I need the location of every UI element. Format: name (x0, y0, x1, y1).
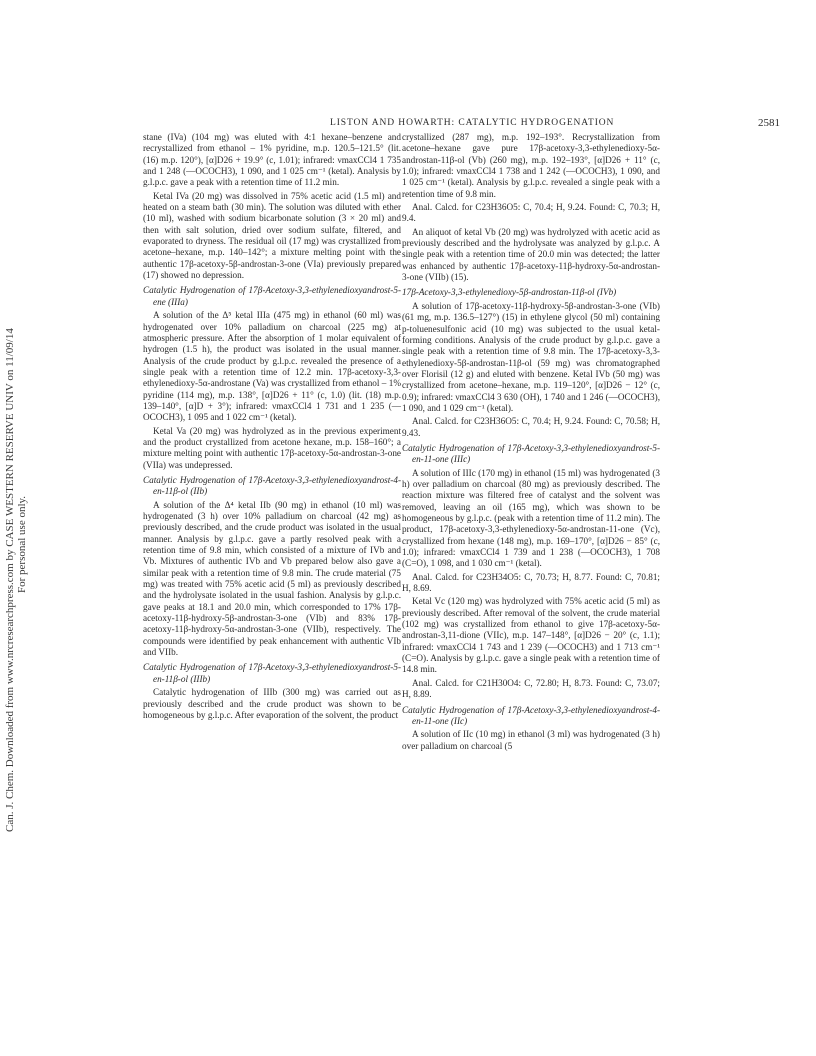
body-paragraph: A solution of IIIc (170 mg) in ethanol (15 ml) was hydrogenated (3 h) over palladium on charcoal (80 mg) as previously described. The reaction mixture was filtered free of catalyst and the solvent was removed, leaving an oil (165 mg), which was shown to be homogeneous by g.l.p.c. (peak with a retention time of 11.2 min). The product, 17β-acetoxy-3,3-ethylenedioxy-5α-androstan-11-one (Vc), crystallized from hexane (148 mg), m.p. 169–170°, [α]D26 − 85° (c, 1.0); infrared: νmaxCCl4 1 739 and 1 238 (—OCOCH3), 1 708 (C=O), 1 098, and 1 030 cm⁻¹ (ketal). (402, 467, 660, 569)
body-paragraph: Ketal Va (20 mg) was hydrolyzed as in the previous experiment and the product crystallized from acetone hexane, m.p. 158–160°; a mixture melting point with authentic 17β-acetoxy-5α-androstan-3-one (VIIa) was undepressed. (143, 425, 401, 470)
body-paragraph: Anal. Calcd. for C21H30O4: C, 72.80; H, 8.73. Found: C, 73.07; H, 8.89. (402, 677, 660, 700)
body-paragraph: An aliquot of ketal Vb (20 mg) was hydrolyzed with acetic acid as previously described and the hydrolysate was analyzed by g.l.p.c. A single peak with a retention time of 20.0 min was detected; the latter was enhanced by authentic 17β-acetoxy-11β-hydroxy-5α-androstan-3-one (VIIb) (15). (402, 226, 660, 283)
section-heading: Catalytic Hydrogenation of 17β-Acetoxy-3,3-ethylenedioxyandrost-5-ene (IIIa) (143, 285, 401, 307)
download-notice: Can. J. Chem. Downloaded from www.nrcresearchpress.com by CASE WESTERN RESERVE UNIV on 11/09/14 (4, 328, 16, 832)
section-heading: Catalytic Hydrogenation of 17β-Acetoxy-3,3-ethylenedioxyandrost-4-en-11β-ol (IIb) (143, 474, 401, 497)
continued-paragraph: crystallized (287 mg), m.p. 192–193°. Recrystallization from acetone–hexane gave pure 17β-acetoxy-3,3-ethylenedioxy-5α-androstan-11β-ol (Vb) (260 mg), m.p. 192–193°, [α]D26 + 11° (c, 1.0); infrared: νmaxCCl4 1 738 and 1 242 (—OCOCH3), 1 090, and 1 025 cm⁻¹ (ketal). Analysis by g.l.p.c. revealed a single peak with a retention time of 9.8 min. (402, 132, 660, 199)
continued-paragraph: stane (IVa) (104 mg) was eluted with 4:1 hexane–benzene and recrystallized from ethanol – 1% pyridine, m.p. 120.5–121.5° (lit. (16) m.p. 120°), [α]D26 + 19.9° (c, 1.01); infrared: νmaxCCl4 1 735 and 1 248 (—OCOCH3), 1 090, and 1 025 cm⁻¹ (ketal). Analysis by g.l.p.c. gave a peak with a retention time of 11.2 min. (143, 132, 401, 188)
running-title: LISTON AND HOWARTH: CATALYTIC HYDROGENATION (330, 118, 615, 128)
page-number: 2581 (758, 117, 780, 129)
personal-use-notice: For personal use only. (16, 495, 28, 593)
left-column (143, 132, 401, 721)
right-column (402, 132, 660, 752)
body-paragraph: Anal. Calcd. for C23H36O5: C, 70.4; H, 9.24. Found: C, 70.3; H, 9.4. (402, 202, 660, 224)
section-heading: Catalytic Hydrogenation of 17β-Acetoxy-3,3-ethylenedioxyandrost-5-en-11-one (IIIc) (402, 442, 660, 465)
body-paragraph: Catalytic hydrogenation of IIIb (300 mg) was carried out as previously described and the crude product was shown to be homogeneous by g.l.p.c. After evaporation of the solvent, the product (143, 687, 401, 720)
body-paragraph: A solution of the Δ⁵ ketal IIIa (475 mg) in ethanol (60 ml) was hydrogenated over 10% palladium on charcoal (225 mg) at atmospheric pressure. After the absorption of 1 molar equivalent of hydrogen (1.5 h), the product was isolated in the usual manner. Analysis of the crude product by g.l.p.c. revealed the presence of a single peak with a retention time of 12.2 min. 17β-acetoxy-3,3-ethylenedioxy-5α-androstane (Va) was crystallized from ethanol – 1% pyridine (114 mg), m.p. 138°, [α]D26 + 11° (c, 1.0) (lit. (18) m.p. 139–140°, [α]D + 3°); infrared: νmaxCCl4 1 731 and 1 235 (—OCOCH3), 1 095 and 1 022 cm⁻¹ (ketal). (143, 310, 401, 423)
body-paragraph: A solution of IIc (10 mg) in ethanol (3 ml) was hydrogenated (3 h) over palladium on charcoal (5 (402, 729, 660, 751)
body-paragraph: Ketal Vc (120 mg) was hydrolyzed with 75% acetic acid (5 ml) as previously described. After removal of the solvent, the crude material (102 mg) was crystallized from ethanol to give 17β-acetoxy-5α-androstan-3,11-dione (VIIc), m.p. 147–148°, [α]D26 − 20° (c, 1.1); infrared: νmaxCCl4 1 743 and 1 239 (—OCOCH3) and 1 713 cm⁻¹ (C=O). Analysis by g.l.p.c. gave a single peak with a retention time of 14.8 min. (402, 596, 660, 675)
body-paragraph: Anal. Calcd. for C23H34O5: C, 70.73; H, 8.77. Found: C, 70.81; H, 8.69. (402, 571, 660, 594)
section-heading: Catalytic Hydrogenation of 17β-Acetoxy-3,3-ethylenedioxyandrost-4-en-11-one (IIc) (402, 704, 660, 726)
section-heading: Catalytic Hydrogenation of 17β-Acetoxy-3,3-ethylenedioxyandrost-5-en-11β-ol (IIIb) (143, 662, 401, 684)
section-heading: 17β-Acetoxy-3,3-ethylenedioxy-5β-androstan-11β-ol (IVb) (402, 287, 617, 298)
body-paragraph: Ketal IVa (20 mg) was dissolved in 75% acetic acid (1.5 ml) and heated on a steam bath (30 min). The solution was diluted with ether (10 ml), washed with sodium bicarbonate solution (3 × 20 ml) and then with salt solution, dried over sodium sulfate, filtered, and evaporated to dryness. The residual oil (17 mg) was crystallized from acetone–hexane, m.p. 140–142°; a mixture melting point with the authentic 17β-acetoxy-5β-androstan-3-one (VIa) previously prepared (17) showed no depression. (143, 190, 401, 281)
body-paragraph: A solution of 17β-acetoxy-11β-hydroxy-5β-androstan-3-one (VIb) (61 mg, m.p. 136.5–127°) (15) in ethylene glycol (50 ml) containing p-toluenesulfonic acid (10 mg) was subjected to the usual ketal-forming conditions. Analysis of the crude product by g.l.p.c. gave a single peak with a retention time of 9.8 min. The 17β-acetoxy-3,3-ethylenedioxy-5β-androstan-11β-ol (59 mg) was chromatographed over Florisil (12 g) and eluted with benzene. Ketal IVb (50 mg) was crystallized from acetone–hexane, m.p. 119–120°, [α]D26 − 12° (c, 0.9); infrared: νmaxCCl4 3 630 (OH), 1 740 and 1 246 (—OCOCH3), 1 090, and 1 029 cm⁻¹ (ketal). (402, 300, 660, 413)
body-paragraph: A solution of the Δ⁴ ketal IIb (90 mg) in ethanol (10 ml) was hydrogenated (3 h) over 10% palladium on charcoal (42 mg) as previously described, and the crude product was isolated in the usual manner. Analysis by g.l.p.c. gave a partly resolved peak with a retention time of 9.8 min, which consisted of a mixture of IVb and Vb. Mixtures of authentic IVb and Vb prepared below also gave a similar peak with a retention time of 9.8 min. The crude material (75 mg) was treated with 75% acetic acid (5 ml) as previously described and the hydrolysate isolated in the usual fashion. Analysis by g.l.p.c. gave peaks at 18.1 and 20.0 min, which corresponded to 17% 17β-acetoxy-11β-hydroxy-5β-androstan-3-one (VIb) and 83% 17β-acetoxy-11β-hydroxy-5α-androstan-3-one (VIIb), respectively. The compounds were identified by peak enhancement with authentic VIb and VIIb. (143, 499, 401, 658)
body-paragraph: Anal. Calcd. for C23H36O5: C, 70.4; H, 9.24. Found: C, 70.58; H, 9.43. (402, 416, 660, 438)
